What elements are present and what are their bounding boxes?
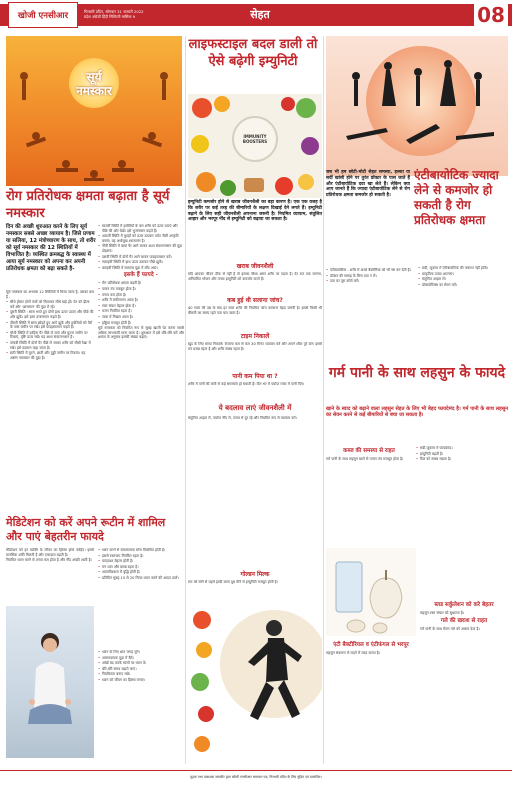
garlic-illustration <box>326 548 416 636</box>
list-item: • पांचवीं स्थिति में दोनों पैर पीछे ले जाकर शरीर को सीधी रेखा में रखें। इसे दंडासन कहा जाता है। <box>6 341 94 350</box>
intro-surya: दिन की अच्छी शुरुआत करने के लिए सूर्य नमस्कार सबसे अच्छा व्यायाम है। जिसे प्रणाम या सलिया, 12 मंत्रोच्चारण के साथ, तो शरीर को सूर्य नमस्कार की 12 स्थितियों में विभाजित है। व्यस्थित क्रमबद्ध के स्वास्थ्य में आया सूर्य नमस्कार को अपना कर अपनी प्रतिरोधक क्षमता को बढ़ा सकते है- <box>6 224 96 272</box>
list-item: • सर्दी-जुकाम में फायदेमंद। <box>416 446 508 451</box>
article-column-c <box>6 548 94 604</box>
list-item: • डॉक्टर की सलाह के बिना दवा न लें। <box>326 274 414 279</box>
imprint-line: मुद्रक तथा प्रकाशक सत्यवीर द्वारा खोजी एनसीआर समाचार पत्र, गिरधारी प्रदिन के लिए मुद्रित एवं प्रकाशित। <box>190 775 322 779</box>
paragraph: मेडिटेशन को हर व्यक्ति के जीवन का हिस्सा होना चाहिए। इससे मानसिक शांति मिलती है और एकाग्रता बढ़ती है। <box>6 548 94 557</box>
section-title: सेहत <box>250 8 270 21</box>
list-item: • याददाश्त बेहतर होती है। <box>98 559 184 564</box>
list-item: • आठवीं स्थिति में कूल्हों को ऊपर उठाकर पर्वत जैसी आकृति बनाएं। यह अधोमुख श्वानासन है। <box>98 234 184 243</box>
list-item: • संतुलित आहार लें। <box>418 277 508 282</box>
headline-meditation: मेडिटेशन को करें अपने रूटीन में शामिल और पाएं बेहतरीन फायदे <box>6 516 166 543</box>
meditating-person-illustration <box>26 628 74 738</box>
subheading: ये बदलाव लाएं जीवनशैली में <box>218 404 292 412</box>
meditation-image <box>6 606 94 758</box>
article-column-g2 <box>416 446 508 546</box>
article-paragraph <box>188 580 322 590</box>
article-paragraph <box>188 272 322 294</box>
subheading: कब्ज की समस्या से राहत <box>343 448 395 454</box>
subheading: खराब जीवनशैली <box>236 263 274 270</box>
garlic-water-image <box>326 548 416 636</box>
list-item: • दसवीं स्थिति में दोनों पैर आगे लाकर पादहस्तासन करें। <box>98 255 184 260</box>
paragraph: खुद के लिए समय निकालें। रोजाना कम से कम 30 मिनट व्यायाम करें और अपने शौक पूरे करें। इससे मन प्रसन्न रहता है और शरीर स्वस्थ रहता है। <box>188 342 322 351</box>
intro-immunity: इम्युनिटी कमजोर होने से खराब जीवनशैली का बड़ा कारण है। एक एक वजह है कि शरीर पर कई तरह की बीमारियों के लक्षण दिखाई देने लगते हैं। इम्युनिटी बढ़ाने के लिए सही जीवनशैली अपनाना जरूरी है। नियमित व्यायाम, संतुलित आहार और भरपूर नींद से इम्युनिटी को बढ़ाया जा सकता है। <box>188 200 322 223</box>
list-item: • बारहवीं स्थिति में सामान्य मुद्रा में लौट आएं। <box>98 266 184 271</box>
subheading: पानी कम पिया था ? <box>232 373 278 380</box>
list-item: • सातवीं स्थिति में हथेलियों के बल शरीर को ऊपर उठाएं और पीछे की ओर देखें। इसे भुजंगासन कहते हैं। <box>98 224 184 233</box>
list-item: • प्राकृतिक उपाय अपनाएं। <box>418 272 508 277</box>
subheading: टाइम निकालें <box>240 333 270 340</box>
list-item: • सीधे होकर दोनों पंजों को मिलाकर सीधे खड़े हों। पेट को ढीला करें और 'आसमान' की मुद्रा में रहें। <box>6 300 94 309</box>
list-item: • आत्मविश्वास में वृद्धि होती है। <box>98 570 184 575</box>
runner-illustration <box>188 590 322 762</box>
subheading: गले की खराश से राहत <box>440 617 488 624</box>
surya-namaskar-image <box>6 36 182 186</box>
article-column-a <box>6 290 94 512</box>
article-paragraph <box>188 416 322 566</box>
article-column-g3 <box>420 600 508 760</box>
article-column-r2 <box>418 266 508 358</box>
paragraph: गर्म पानी के साथ लहसुन खाने से पाचन तंत्र मजबूत होता है। <box>326 457 404 461</box>
immunity-foods-image <box>188 94 322 198</box>
dateline-line-1: गिरधारी प्रदिन, सोमवार 31 जनवरी 2022 <box>84 9 144 14</box>
paragraph: सूर्य नमस्कार का अभ्यास 12 स्थितियों में किया जाता है, उसका क्रम है - <box>6 290 94 299</box>
list-item: • त्वचा में निखार आता है। <box>98 315 184 320</box>
paragraph: गर्म पानी के साथ सेवन गले को आराम देता है। <box>420 626 480 631</box>
list-item: • पाचन तंत्र मजबूत होता है। <box>98 287 184 292</box>
article-column-e <box>98 650 184 758</box>
article-paragraph <box>188 342 322 368</box>
list-item: • रोग प्रतिरोधक क्षमता बढ़ती है। <box>98 281 184 286</box>
paragraph: रात को सोने से पहले हल्दी वाला दूध पीने से इम्युनिटी मजबूत होती है। <box>188 580 278 584</box>
intro-garlic: खाने के स्वाद को बढ़ाने वाला लहसुन सेहत के लिए भी बेहद फायदेमंद है। गर्म पानी के साथ लहसुन का सेवन करने से कई बीमारियों से बचा जा सकता है। <box>326 406 508 419</box>
paragraph: संतुलित आहार लें, पर्याप्त नींद लें, तनाव से दूर रहें और नियमित रूप से व्यायाम करें। <box>188 416 297 420</box>
masthead-logo: खोजी एनसीआर <box>8 2 78 28</box>
headline-garlic: गर्म पानी के साथ लहसुन के फायदे <box>328 365 506 381</box>
list-item: • ध्यान के लिए शांत जगह चुनें। <box>98 650 184 655</box>
subheading: ब्लड सर्कुलेशन को करे बेहतर <box>434 602 494 608</box>
article-column-g1 <box>326 446 412 546</box>
list-item: • आंखें बंद करके सांसों पर ध्यान दें। <box>98 661 184 666</box>
dateline-line-2: प्रदेश अंग्रेजी हिंदी मिलिटरी मासिक 9 <box>84 14 136 19</box>
paragraph: लहसुन रक्त संचार को सुधारता है। <box>420 611 465 615</box>
runner-with-foods-image <box>188 590 322 762</box>
list-item: • ध्यान को जीवन का हिस्सा बनाएं। <box>98 678 184 683</box>
image-caption: सूर्य नमस्कार <box>76 70 112 98</box>
yoga-silhouettes-image <box>326 36 508 176</box>
immunity-bowl: IMMUNITY BOOSTERS <box>232 116 278 162</box>
list-item: • इम्युनिटी बढ़ती है। <box>416 452 508 457</box>
list-item: • रक्त संचार बेहतर होता है। <box>98 304 184 309</box>
headline-immunity: लाइफस्टाइल बदल डाली तो ऐसे बढ़ेगी इम्युनिटी <box>188 37 318 69</box>
list-item: • छठी स्थिति में घुटने, छाती और ठुड्डी जमीन पर टिकाएं। यह अष्टांग नमस्कार की मुद्रा है। <box>6 351 94 360</box>
list-item: • एंटीबायोटिक - शरीर में अच्छे बैक्टीरिया को भी नष्ट कर देती हैं। <box>326 268 414 273</box>
paragraph: यदि आपका जीवन ठीक से नहीं है तो इसका सीधा असर शरीर पर पड़ता है। देर रात तक जागना, अनियमित भोजन और तनाव इम्युनिटी को कमजोर करते हैं। <box>188 272 322 281</box>
article-column-g4 <box>326 640 416 760</box>
column-rule <box>185 36 186 764</box>
paragraph: लहसुन संक्रमण से लड़ने में मदद करता है। <box>326 651 381 655</box>
list-item: • नौवीं स्थिति में बायां पैर आगे लाकर अश्व संचालनासन की मुद्रा दोहराएं। <box>98 244 184 253</box>
list-item: • नियमितता बनाए रखें। <box>98 672 184 677</box>
list-item: • इससे रक्तचाप नियंत्रित रहता है। <box>98 554 184 559</box>
headline-surya: रोग प्रतिरोधक क्षमता बढ़ाता है सूर्य नमस्कार <box>6 189 170 221</box>
list-item: • दवा का पूरा कोर्स करें। <box>326 279 414 284</box>
list-item: • ग्यारहवीं स्थिति में हाथ ऊपर उठाकर पीछे झुकें। <box>98 260 184 265</box>
list-item: • सर्दी, जुकाम में एंटीबायोटिक की जरूरत नहीं होती। <box>418 266 508 271</box>
intro-antibiotic: जब भी हम छोटी-मोटी सेहत समस्या, हल्का या सर्दी खांसी होने पर तुरंत डॉक्टर के पास जाते हैं और एंटीबायोटिक दवा खा लेते हैं। लेकिन क्या आप जानते हैं कि ज्यादा एंटीबायोटिक लेने से रोग प्रतिरोधक क्षमता कमजोर हो सकती है। <box>326 170 410 199</box>
paragraph: सूर्य नमस्कार को नियमित रूप से सुबह खाली पेट करना सबसे अधिक लाभकारी माना जाता है। शुरुआत में इसे धीरे-धीरे करें और क्षमता के अनुसार इसकी संख्या बढ़ाएं। <box>98 326 184 340</box>
list-item: • तनाव कम होता है। <box>98 293 184 298</box>
list-item: • शरीर में लचीलापन आता है। <box>98 298 184 303</box>
yoga-poses-illustration <box>6 36 182 186</box>
page-number: 08 <box>474 0 508 30</box>
list-item: • तीसरी स्थिति में सांस छोड़ते हुए आगे झुकें और हथेलियों को पैरों के पास जमीन पर रखें। इसे पादहस्तासन कहते हैं। <box>6 321 94 330</box>
subheading: कब हुई थी सलाना जांच? <box>227 297 283 304</box>
list-item: • ध्यान करने से सकारात्मक सोच विकसित होती है। <box>98 548 184 553</box>
list-item: • प्रतिदिन सुबह 15 से 20 मिनट ध्यान करने की आदत डालें। <box>98 576 184 581</box>
paragraph: नियमित ध्यान करने से तनाव कम होता है और नींद अच्छी आती है। <box>6 558 92 563</box>
list-item: • धीरे-धीरे समय बढ़ाते जाएं। <box>98 667 184 672</box>
subheading: इसके हैं फायदे - <box>124 272 158 279</box>
yoga-silhouettes <box>326 36 508 176</box>
article-column-d <box>98 548 184 648</box>
article-column-b <box>98 224 184 514</box>
list-item: • वजन नियंत्रित रहता है। <box>98 309 184 314</box>
list-item: • दिल को स्वस्थ रखता है। <box>416 457 508 462</box>
list-item: • हड्डियां मजबूत होती हैं। <box>98 321 184 326</box>
list-item: • आरामदायक मुद्रा में बैठें। <box>98 656 184 661</box>
headline-antibiotic: एंटीबायोटिक ज्यादा लेने से कमजोर हो सकती है रोग प्रतिरोधक क्षमता <box>414 168 499 227</box>
subheading: एंटी बैक्टीरियल व एंटीफंगल से भरपूर <box>333 642 409 648</box>
list-item: • मन शांत और प्रसन्न रहता है। <box>98 565 184 570</box>
page-footer <box>0 770 512 800</box>
column-rule <box>323 36 324 764</box>
article-column-r1 <box>326 268 414 358</box>
list-item: • दूसरी स्थिति : सांस भरते हुए दोनों हाथ ऊपर उठाएं और पीछे की ओर झुकें। इसे हस्त उत्तानासन कहते हैं। <box>6 310 94 319</box>
article-paragraph <box>188 306 322 328</box>
list-item: • चौथी स्थिति में दाहिना पैर पीछे ले जाएं और घुटना जमीन पर टिकाएं, दृष्टि ऊपर रखें। यह अश्व संचालनासन है। <box>6 331 94 340</box>
paragraph: 40 साल की उम्र के बाद हर साल शरीर की नियमित जांच करवाना बेहद जरूरी है। इससे किसी भी बीमारी का समय रहते पता चल जाता है। <box>188 306 322 315</box>
subheading: गोल्डन मिल्क <box>240 571 270 578</box>
list-item: • प्रोबायोटिक्स का सेवन करें। <box>418 283 508 288</box>
article-paragraph <box>188 382 322 400</box>
dateline <box>84 9 144 19</box>
page-header <box>0 0 512 34</box>
paragraph: शरीर में पानी की कमी से कई समस्याएं हो सकती हैं। दिन भर में पर्याप्त मात्रा में पानी पिएं। <box>188 382 305 386</box>
